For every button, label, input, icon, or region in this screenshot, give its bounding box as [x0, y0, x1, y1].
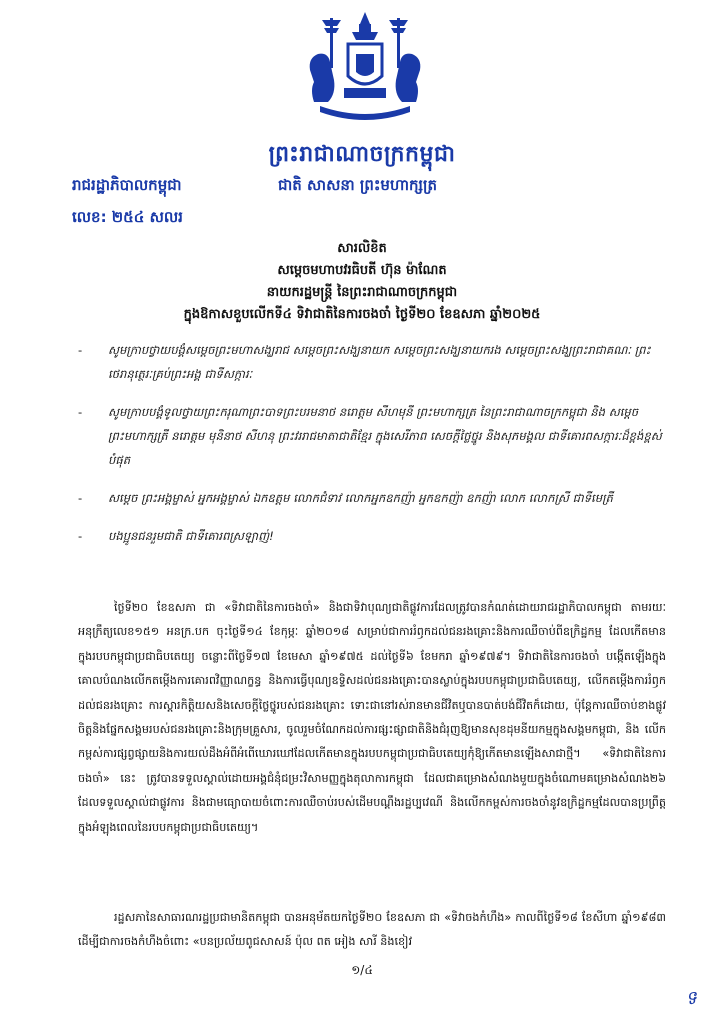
royal-coat-of-arms-emblem — [300, 10, 430, 122]
body-paragraph: រដ្ឋសភានៃសាធារណរដ្ឋប្រជាមានិតកម្ពុជា បានអនុម័តយកថ្ងៃទី២០ ខែឧសភា ជា «ទិវាចងកំហឹង» កាលពីថ្ងៃទី១៨ ខែសីហា ឆ្នាំ១៩៨៣ ដើម្បីជាការចងកំហឹងចំពោះ «បនប្រល័យពូជសាសន៍ ប៉ុល ពត អៀង សារី និងខៀវ — [78, 911, 666, 949]
salutation-item: - សូមក្រាបថ្វាយបង្គំសម្តេចព្រះមហាសង្ឃរាជ សម្តេចព្រះសង្ឃនាយក សម្តេចព្រះសង្ឃនាយករង សម្តេចព្រះសង្ឃព្រះរាជាគណៈ ព្រះថេរានុត្ថេរៈគ្រប់ព្រះអង្គ ជាទីសក្ការៈ — [78, 338, 662, 386]
reference-number: លេខ: ២៥៤ សលរ — [72, 208, 183, 226]
salutation-item: - សូមក្រាបបង្គំទូលថ្វាយព្រះករុណាព្រះបាទព្រះបរមនាថ នរោត្តម សីហមុនី ព្រះមហាក្សត្រ នៃព្រះរាជាណាចក្រកម្ពុជា និង សម្តេចព្រះមហាក្សត្រី នរោត្តម មុនិនាថ សីហនុ ព្រះវររាជមាតាជាតិខ្មែរ ក្នុងសេរីភាព សេចក្តីថ្លៃថ្នូរ និងសុភមង្គល ជាទីគោរពសក្ការៈដ៏ខ្ពង់ខ្ពស់បំផុត — [78, 400, 662, 472]
body-paragraph: ថ្ងៃទី២០ ខែឧសភា ជា «ទិវាជាតិនៃការចងចាំ» និងជាទិវាបុណ្យជាតិផ្លូវការដែលត្រូវបានកំណត់ដោយរាជរដ្ឋាភិបាលកម្ពុជា តាមរយៈអនុក្រឹត្យលេខ១៥១ អនក្រ.បក ចុះថ្ងៃទី១៤ ខែកុម្ភៈ ឆ្នាំ២០១៨ សម្រាប់ជាការរំឭកដល់ជនរងគ្រោះនិងការឈឺចាប់ពីឧក្រិដ្ឋកម្ម ដែលកើតមានក្នុងរបបកម្ពុជាប្រជាធិបតេយ្យ ចន្លោះពីថ្ងៃទី១៧ ខែមេសា ឆ្នាំ១៩៧៥ ដល់ថ្ងៃទី៦ ខែមករា ឆ្នាំ១៩៧៩។ ទិវាជាតិនៃការចងចាំ បង្កើតឡើងក្នុងគោលបំណងលើកតម្កើងការគោរពវិញ្ញាណក្ខន្ធ និងការធ្វើបុណ្យឧទ្ទិសដល់ជនរងគ្រោះបានស្លាប់ក្នុងរបបកម្ពុជាប្រជាធិបតេយ្យ, លើកតម្កើងការរំឭកដល់ជនរងគ្រោះ ការស្តារកិត្តិយសនិងសេចក្តីថ្លៃថ្នូរបស់ជនរងគ្រោះ ទោះជានៅរស់រានមានជីវិតឬបានបាត់បង់ជីវិតក៏ដោយ, ប៉ុន្តែការឈឺចាប់ខាងផ្លូវចិត្តនិងផ្នែកសង្គមរបស់ជនរងគ្រោះនិងក្រុមគ្រួសារ, ចូលរួមចំណែកដល់ការផ្សះផ្សាជាតិនិងជំរុញឱ្យមានសុខដុមនីយកម្មក្នុងសង្គមកម្ពុជា, និង លើកកម្ពស់ការផ្សព្វផ្សាយនិងការយល់ដឹងអំពីអំពើឃោរឃៅដែលកើតមានក្នុងរបបកម្ពុជាប្រជាធិបតេយ្យកុំឱ្យកើតមានឡើងសាជាថ្មី។ «ទិវាជាតិនៃការចងចាំ» នេះ ត្រូវបានទទួលស្គាល់ដោយអង្គជំនុំជម្រះវិសាមញ្ញក្នុងតុលាការកម្ពុជា ដែលជាគម្រោងសំណងមួយក្នុងចំណោមគម្រោងសំណង២៦ ដែលទទួលស្គាល់ជាផ្លូវការ និងជាមធ្យោបាយចំពោះការឈឺចាប់របស់ដើមបណ្តឹងរដ្ឋប្បវេណី និងលើកកម្ពស់ការចងចាំនូវឧក្រិដ្ឋកម្មដែលបានប្រព្រឹត្តក្នុងអំឡុងពេលនៃរបបកម្ពុជាប្រជាធិបតេយ្យ។ — [78, 601, 666, 834]
handwritten-initials: ទ — [683, 987, 700, 1010]
issuing-authority: រាជរដ្ឋាភិបាលកម្ពុជា — [72, 176, 182, 194]
title-line-4: ក្នុងឱកាសខួបលើកទី៤ ទិវាជាតិនៃការចងចាំ ថ្ងៃទី២០ ខែឧសភា ឆ្នាំ២០២៥ — [183, 307, 541, 322]
title-line-3: នាយករដ្ឋមន្ត្រី នៃព្រះរាជាណាចក្រកម្ពុជា — [266, 285, 458, 300]
title-line-2: សម្តេចមហាបវរធិបតី ហ៊ុន ម៉ាណែត — [277, 263, 447, 278]
kingdom-title: ព្រះរាជាណាចក្រកម្ពុជា — [268, 142, 456, 167]
salutation-item: - សម្តេច ព្រះអង្គម្ចាស់ អ្នកអង្គម្ចាស់ ឯកឧត្តម លោកជំទាវ លោកអ្នកឧកញ៉ា អ្នកឧកញ៉ា ឧកញ៉ា លោក លោកស្រី ជាទីមេត្រី — [78, 486, 662, 510]
page-number: ១/៤ — [351, 963, 373, 977]
title-line-1: សារលិខិត — [337, 241, 387, 256]
salutation-item: - បងប្អូនជនរួមជាតិ ជាទីគោរពស្រឡាញ់! — [78, 524, 662, 548]
national-motto: ជាតិ សាសនា ព្រះមហាក្សត្រ — [278, 176, 437, 194]
salutation-list — [78, 338, 662, 562]
document-title — [40, 238, 684, 326]
